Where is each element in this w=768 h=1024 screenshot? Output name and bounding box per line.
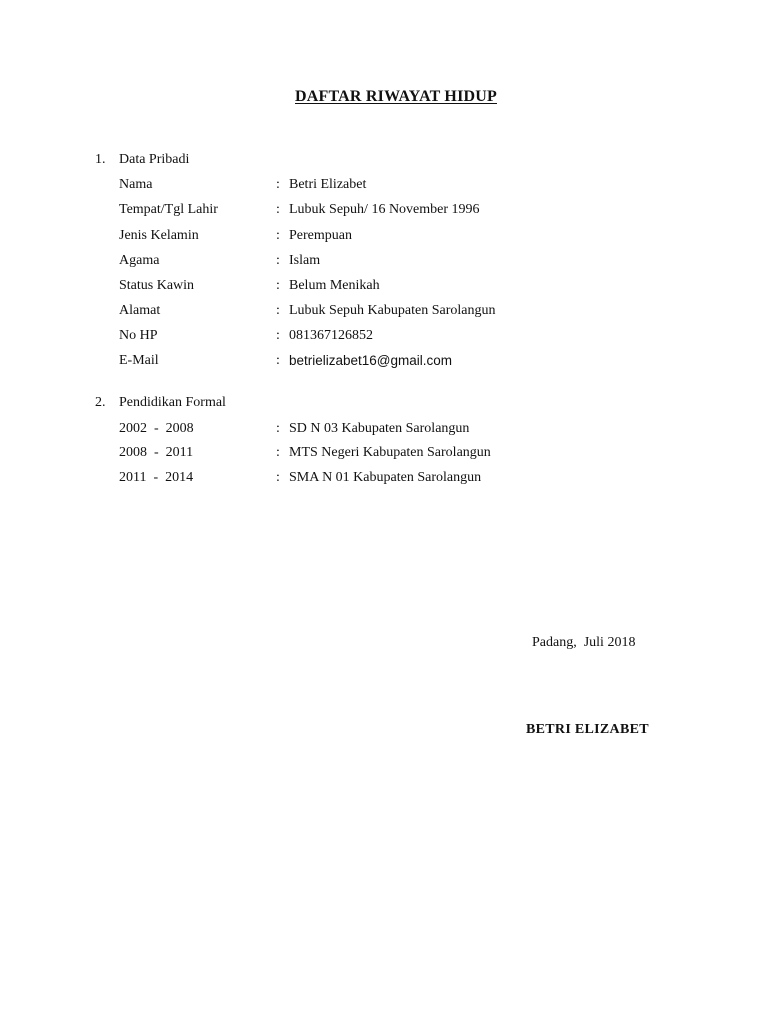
field-colon: : — [276, 278, 280, 293]
field-colon: : — [276, 353, 280, 368]
field-colon: : — [276, 228, 280, 243]
section-title: Data Pribadi — [119, 152, 190, 167]
field-label: Nama — [119, 177, 153, 192]
field-colon: : — [276, 253, 280, 268]
education-school: SMA N 01 Kabupaten Sarolangun — [289, 470, 482, 485]
document-title: DAFTAR RIWAYAT HIDUP — [295, 88, 497, 105]
education-years: 2011 - 2014 — [119, 470, 194, 485]
field-value: Lubuk Sepuh/ 16 November 1996 — [289, 202, 480, 217]
field-label: Jenis Kelamin — [119, 228, 199, 243]
field-label: Status Kawin — [119, 278, 195, 293]
field-value: 081367126852 — [289, 328, 373, 343]
field-colon: : — [276, 303, 280, 318]
field-value: Belum Menikah — [289, 278, 380, 293]
field-colon: : — [276, 445, 280, 460]
field-label: Alamat — [119, 303, 161, 318]
field-value: Betri Elizabet — [289, 177, 367, 192]
place-date: Padang, Juli 2018 — [532, 635, 636, 650]
education-school: SD N 03 Kabupaten Sarolangun — [289, 421, 470, 436]
field-label: Tempat/Tgl Lahir — [119, 202, 218, 217]
education-years: 2008 - 2011 — [119, 445, 194, 460]
education-years: 2002 - 2008 — [119, 421, 194, 436]
section-heading-pendidikan-formal — [95, 396, 226, 412]
signer-name: BETRI ELIZABET — [526, 722, 649, 737]
education-school: MTS Negeri Kabupaten Sarolangun — [289, 445, 491, 460]
field-colon: : — [276, 421, 280, 436]
field-colon: : — [276, 470, 280, 485]
field-label: No HP — [119, 328, 158, 343]
field-value: Islam — [289, 253, 321, 268]
section-number: 2. — [95, 395, 106, 410]
field-value: Lubuk Sepuh Kabupaten Sarolangun — [289, 303, 496, 318]
section-heading-data-pribadi — [95, 153, 189, 169]
section-number: 1. — [95, 152, 106, 167]
field-value: Perempuan — [289, 228, 352, 243]
field-label: E-Mail — [119, 353, 159, 368]
field-label: Agama — [119, 253, 160, 268]
section-title: Pendidikan Formal — [119, 395, 226, 410]
field-colon: : — [276, 202, 280, 217]
field-colon: : — [276, 177, 280, 192]
email-link[interactable]: betrielizabet16@gmail.com — [289, 353, 453, 368]
field-colon: : — [276, 328, 280, 343]
